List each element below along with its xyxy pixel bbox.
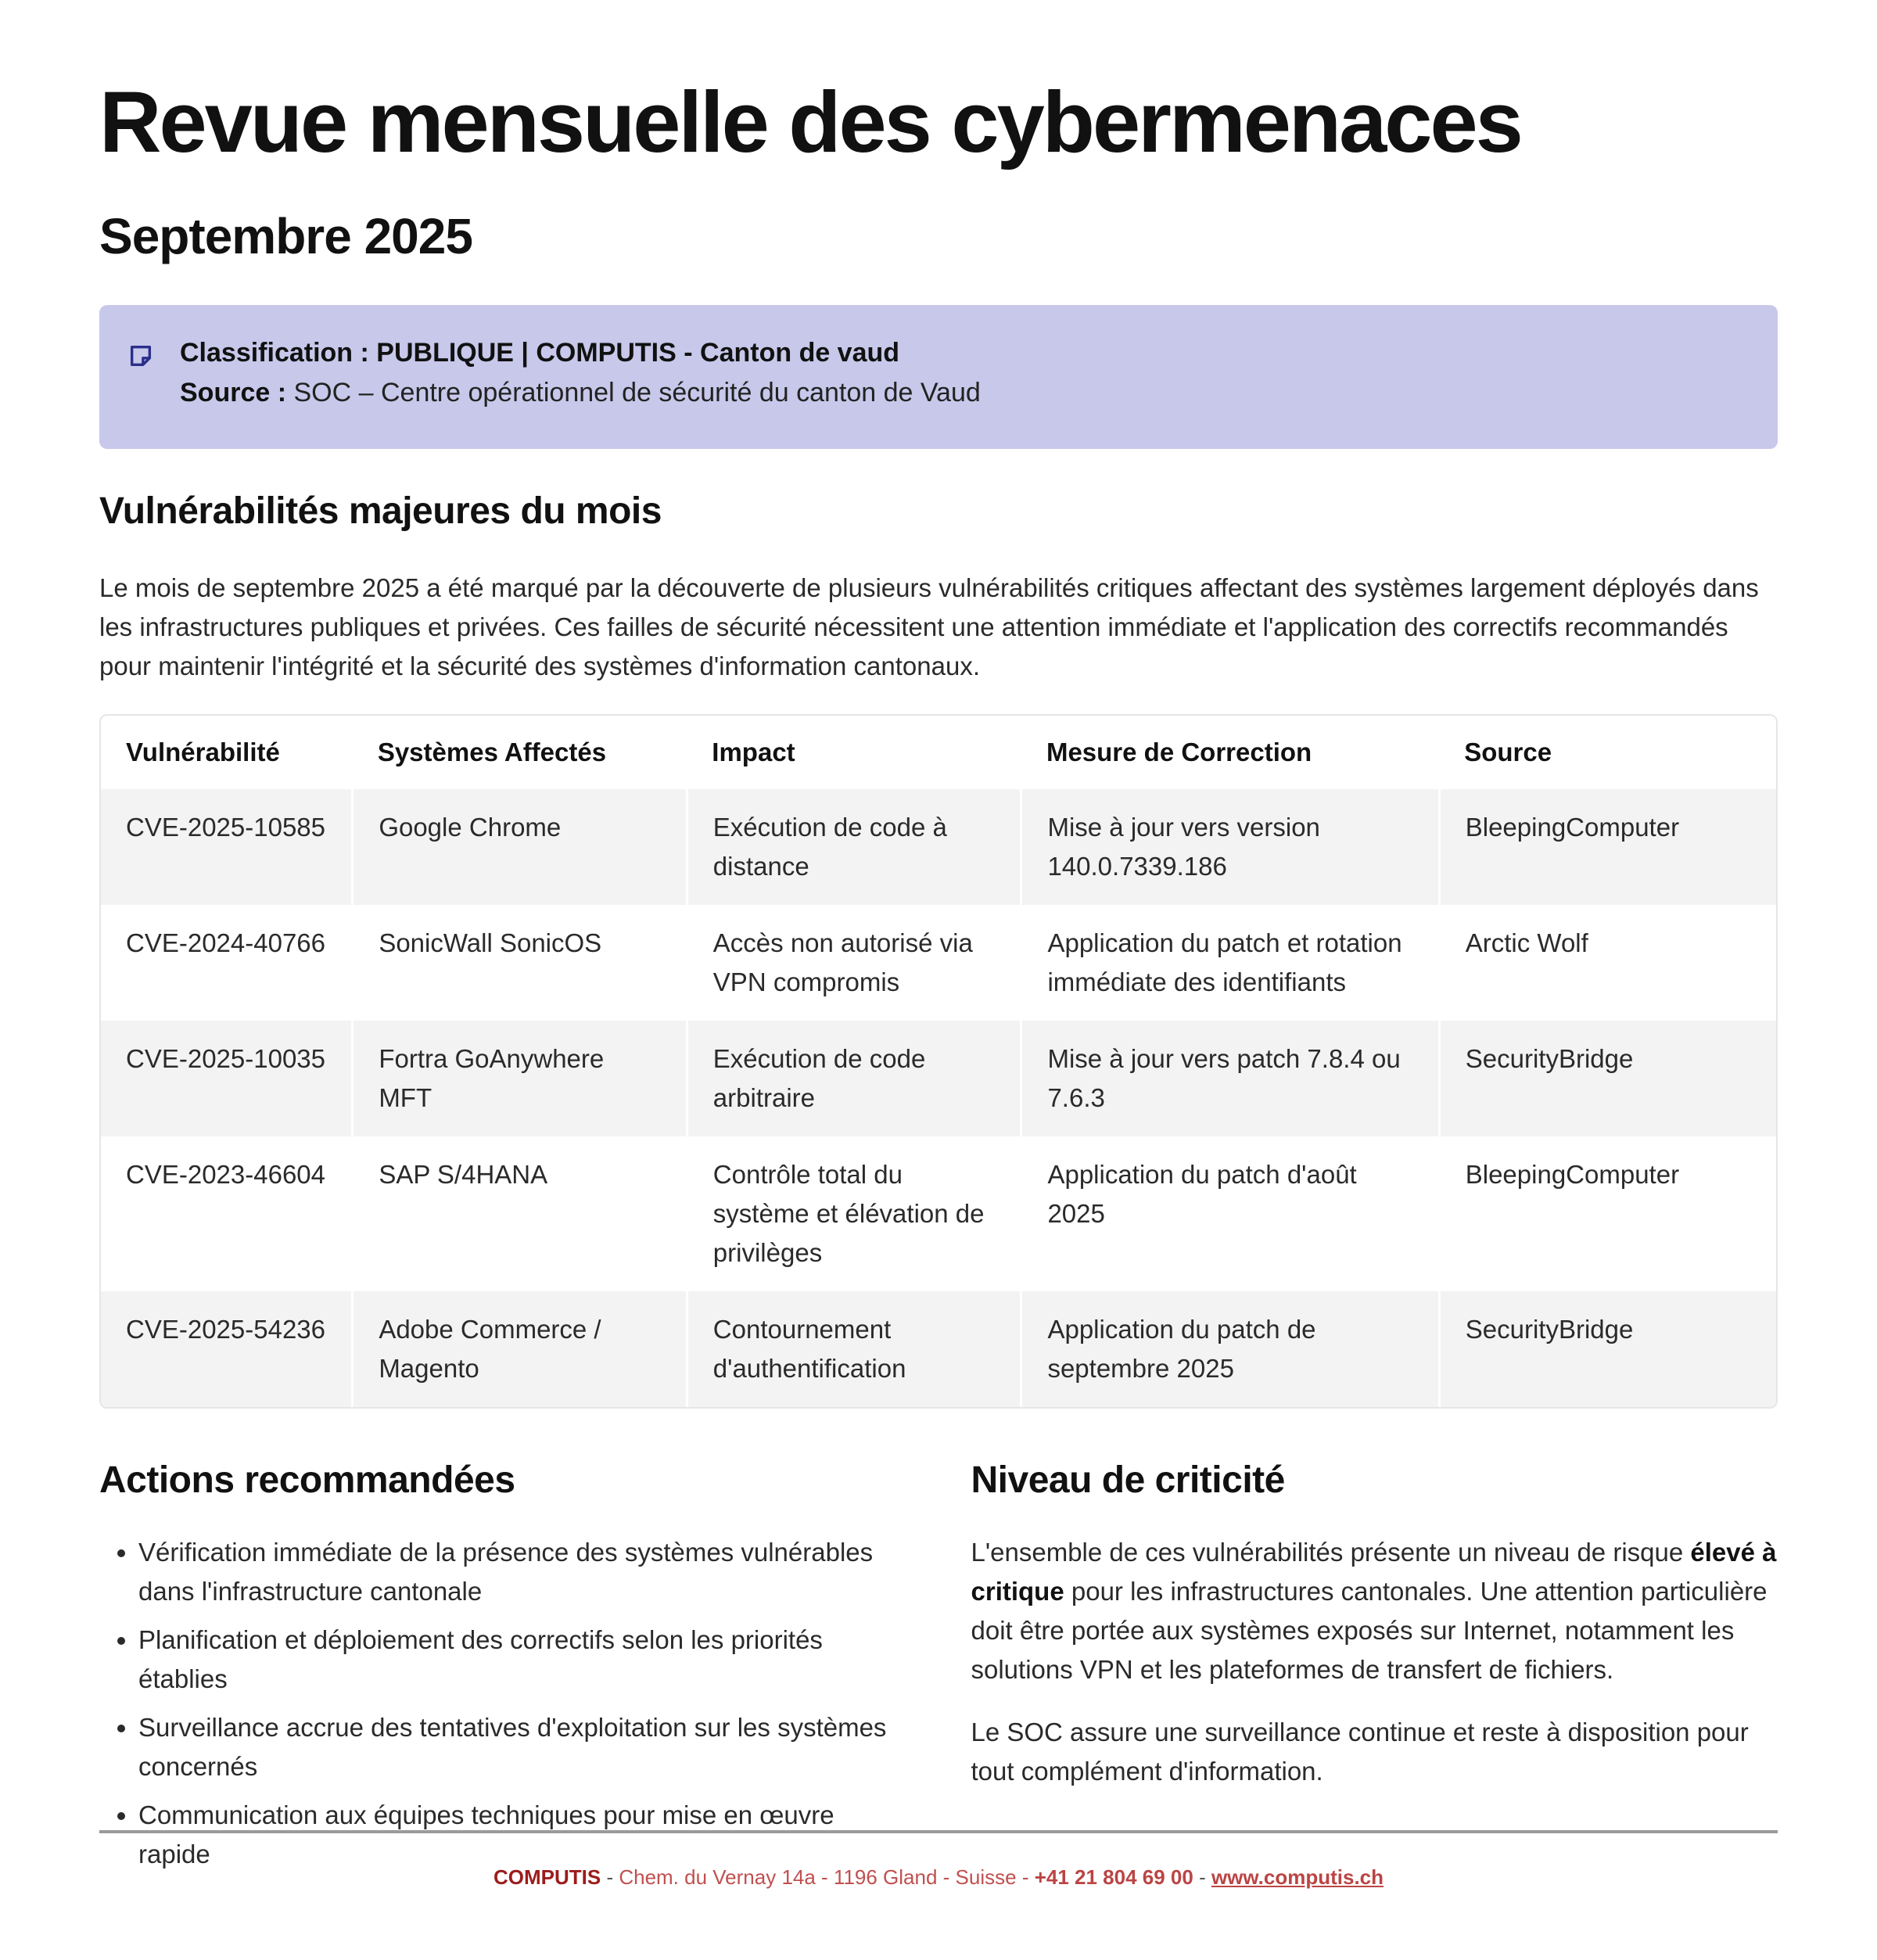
footer-divider <box>99 1830 1778 1833</box>
page-subtitle: Septembre 2025 <box>99 208 472 264</box>
list-item: • Surveillance accrue des tentatives d'exploitation sur les systèmes concernés <box>138 1708 897 1786</box>
column-header: Vulnérabilité <box>101 716 353 789</box>
footer-separator: - <box>1193 1865 1211 1889</box>
footer-website-link[interactable]: www.computis.ch <box>1211 1865 1384 1889</box>
cve-id: CVE-2023-46604 <box>101 1136 353 1291</box>
criticality-text: L'ensemble de ces vulnérabilités présente un niveau de risque <box>971 1538 1691 1567</box>
table-row <box>101 905 1776 1021</box>
table-header-row <box>101 716 1776 789</box>
source-value: SOC – Centre opérationnel de sécurité du canton de Vaud <box>293 378 981 407</box>
remediation: Application du patch et rotation immédiate des identifiants <box>1021 905 1439 1021</box>
impact: Exécution de code à distance <box>687 789 1021 905</box>
cve-id: CVE-2025-10585 <box>101 789 353 905</box>
vulnerabilities-heading: Vulnérabilités majeures du mois <box>99 490 662 532</box>
page-title: Revue mensuelle des cybermenaces <box>99 74 1521 171</box>
footer-brand: COMPUTIS <box>493 1865 601 1889</box>
table-row <box>101 1021 1776 1136</box>
remediation: Application du patch d'août 2025 <box>1021 1136 1439 1291</box>
column-header: Mesure de Correction <box>1021 716 1439 789</box>
affected-system: SAP S/4HANA <box>353 1136 687 1291</box>
source-line <box>180 378 981 408</box>
criticality-heading: Niveau de criticité <box>971 1459 1285 1501</box>
table-row <box>101 1136 1776 1291</box>
column-header: Impact <box>687 716 1021 789</box>
actions-section <box>99 1459 897 1883</box>
note-icon <box>127 343 154 369</box>
affected-system: Adobe Commerce / Magento <box>353 1291 687 1407</box>
footer-separator: - <box>1016 1865 1035 1889</box>
classification-text: Classification : PUBLIQUE | COMPUTIS - Canton de vaud <box>180 338 900 368</box>
classification-callout <box>99 305 1778 449</box>
footer-address: Chem. du Vernay 14a - 1196 Gland - Suisse <box>619 1865 1017 1889</box>
column-header: Systèmes Affectés <box>353 716 687 789</box>
table-row <box>101 1291 1776 1407</box>
soc-paragraph: Le SOC assure une surveillance continue et reste à disposition pour tout complément d'information. <box>971 1718 1749 1786</box>
source: BleepingComputer <box>1439 1136 1776 1291</box>
affected-system: SonicWall SonicOS <box>353 905 687 1021</box>
remediation: Application du patch de septembre 2025 <box>1021 1291 1439 1407</box>
impact: Contournement d'authentification <box>687 1291 1021 1407</box>
affected-system: Fortra GoAnywhere MFT <box>353 1021 687 1136</box>
list-item: • Planification et déploiement des correctifs selon les priorités établies <box>138 1621 897 1699</box>
criticality-paragraph <box>971 1533 1778 1689</box>
affected-system: Google Chrome <box>353 789 687 905</box>
table-row <box>101 789 1776 905</box>
criticality-section <box>971 1459 1778 1883</box>
impact: Contrôle total du système et élévation de privilèges <box>687 1136 1021 1291</box>
footer-separator: - <box>601 1865 619 1889</box>
remediation: Mise à jour vers patch 7.8.4 ou 7.6.3 <box>1021 1021 1439 1136</box>
list-item: • Vérification immédiate de la présence des systèmes vulnérables dans l'infrastructure cantonale <box>138 1533 897 1611</box>
vulnerabilities-table <box>99 714 1778 1409</box>
remediation: Mise à jour vers version 140.0.7339.186 <box>1021 789 1439 905</box>
intro-paragraph: Le mois de septembre 2025 a été marqué par la découverte de plusieurs vulnérabilités critiques affectant des systèmes largement déployés dans les infrastructures publiques et privées. Ces failles de sécurité nécessitent une attention immédiate et l'application des correctifs recommandés pour maintenir l'intégrité et la sécurité des systèmes d'information cantonaux. <box>99 573 1759 680</box>
impact: Accès non autorisé via VPN compromis <box>687 905 1021 1021</box>
source: SecurityBridge <box>1439 1291 1776 1407</box>
actions-heading: Actions recommandées <box>99 1459 515 1501</box>
source: SecurityBridge <box>1439 1021 1776 1136</box>
footer-phone: +41 21 804 69 00 <box>1034 1865 1193 1889</box>
risk-level: élevé à critique <box>971 1538 1777 1606</box>
impact: Exécution de code arbitraire <box>687 1021 1021 1136</box>
source-label: Source : <box>180 378 287 407</box>
cve-id: CVE-2025-54236 <box>101 1291 353 1407</box>
cve-id: CVE-2024-40766 <box>101 905 353 1021</box>
criticality-text: pour les infrastructures cantonales. Une attention particulière doit être portée aux systèmes exposés sur Internet, notamment les solutions VPN et les plateformes de transfert de fichiers. <box>971 1577 1768 1684</box>
two-column-section <box>99 1459 1778 1883</box>
source: BleepingComputer <box>1439 789 1776 905</box>
cve-id: CVE-2025-10035 <box>101 1021 353 1136</box>
list-item: • Communication aux équipes techniques pour mise en œuvre rapide <box>138 1796 897 1874</box>
actions-list <box>99 1533 897 1874</box>
source: Arctic Wolf <box>1439 905 1776 1021</box>
footer <box>0 1865 1877 1890</box>
column-header: Source <box>1439 716 1776 789</box>
